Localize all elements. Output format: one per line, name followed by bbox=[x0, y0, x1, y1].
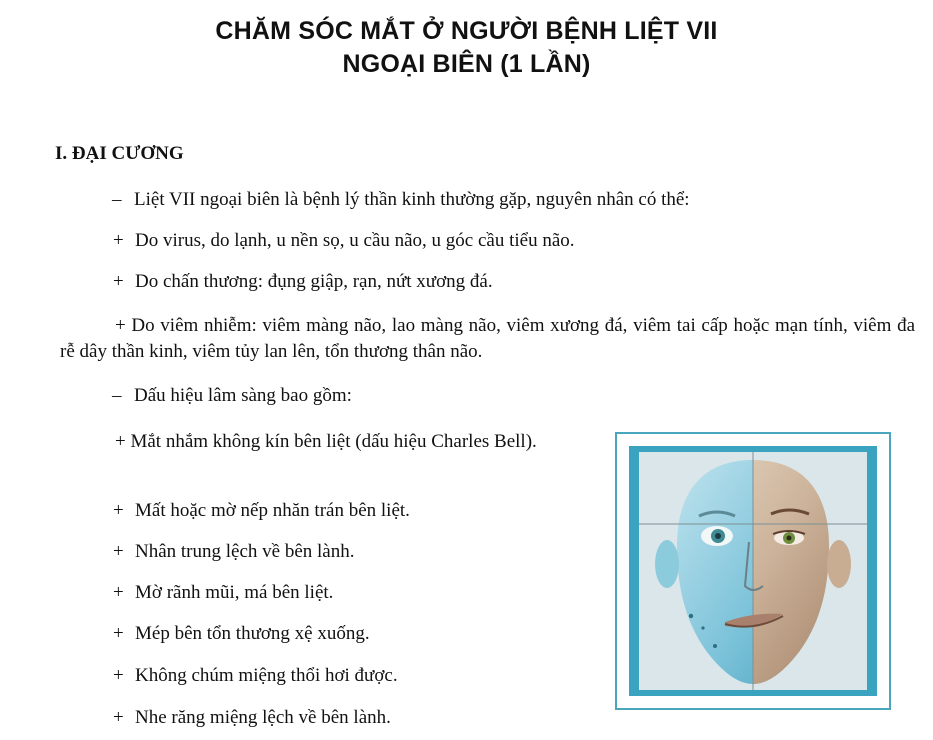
list-marker: + bbox=[113, 271, 124, 292]
list-item bbox=[113, 271, 493, 293]
list-item bbox=[112, 385, 352, 407]
list-marker: + bbox=[113, 623, 124, 644]
figure-frame bbox=[615, 432, 891, 710]
list-item-text: Do viêm nhiễm: viêm màng não, lao màng não, viêm xương đá, viêm tai cấp hoặc mạn tính, viêm đa rễ dây thần kinh, viêm tủy lan lên, tổn thương thân não. bbox=[60, 315, 916, 362]
list-marker: + bbox=[115, 431, 126, 452]
list-item bbox=[113, 623, 370, 645]
list-marker: + bbox=[113, 665, 124, 686]
list-item-text: Dấu hiệu lâm sàng bao gồm: bbox=[134, 385, 352, 406]
list-item-text: Nhân trung lệch về bên lành. bbox=[135, 541, 355, 562]
list-marker: + bbox=[113, 230, 124, 251]
list-item-text: Liệt VII ngoại biên là bệnh lý thần kinh thường gặp, nguyên nhân có thể: bbox=[134, 189, 690, 210]
list-item bbox=[112, 189, 690, 211]
list-marker: + bbox=[115, 315, 126, 336]
list-marker: + bbox=[113, 707, 124, 728]
list-item bbox=[113, 541, 354, 563]
list-item-text: Do virus, do lạnh, u nền sọ, u cầu não, u góc cầu tiểu não. bbox=[135, 230, 575, 251]
list-item bbox=[113, 582, 333, 604]
title-line-1: CHĂM SÓC MẮT Ở NGƯỜI BỆNH LIỆT VII bbox=[215, 17, 718, 45]
list-item-text: Mất hoặc mờ nếp nhăn trán bên liệt. bbox=[135, 500, 410, 521]
list-marker: + bbox=[113, 582, 124, 603]
list-item bbox=[60, 313, 915, 365]
section-heading: I. ĐẠI CƯƠNG bbox=[55, 143, 184, 164]
list-marker: + bbox=[113, 500, 124, 521]
list-item-text: Mép bên tổn thương xệ xuống. bbox=[135, 623, 370, 644]
list-item-text: Nhe răng miệng lệch về bên lành. bbox=[135, 707, 391, 728]
list-item bbox=[113, 500, 410, 522]
list-marker: + bbox=[113, 541, 124, 562]
list-item-text: Không chúm miệng thổi hơi được. bbox=[135, 665, 398, 686]
list-item bbox=[113, 230, 575, 252]
list-item-text: Do chấn thương: đụng giập, rạn, nứt xương đá. bbox=[135, 271, 493, 292]
list-item bbox=[60, 429, 580, 455]
title-line-2: NGOẠI BIÊN (1 LẦN) bbox=[342, 50, 591, 78]
list-item-text: Mắt nhắm không kín bên liệt (dấu hiệu Charles Bell). bbox=[130, 431, 537, 452]
face-illustration-icon bbox=[629, 446, 877, 696]
list-marker: – bbox=[112, 189, 122, 210]
list-item bbox=[113, 707, 391, 729]
list-marker: – bbox=[112, 385, 122, 406]
list-item-text: Mờ rãnh mũi, má bên liệt. bbox=[135, 582, 334, 603]
list-item bbox=[113, 665, 398, 687]
